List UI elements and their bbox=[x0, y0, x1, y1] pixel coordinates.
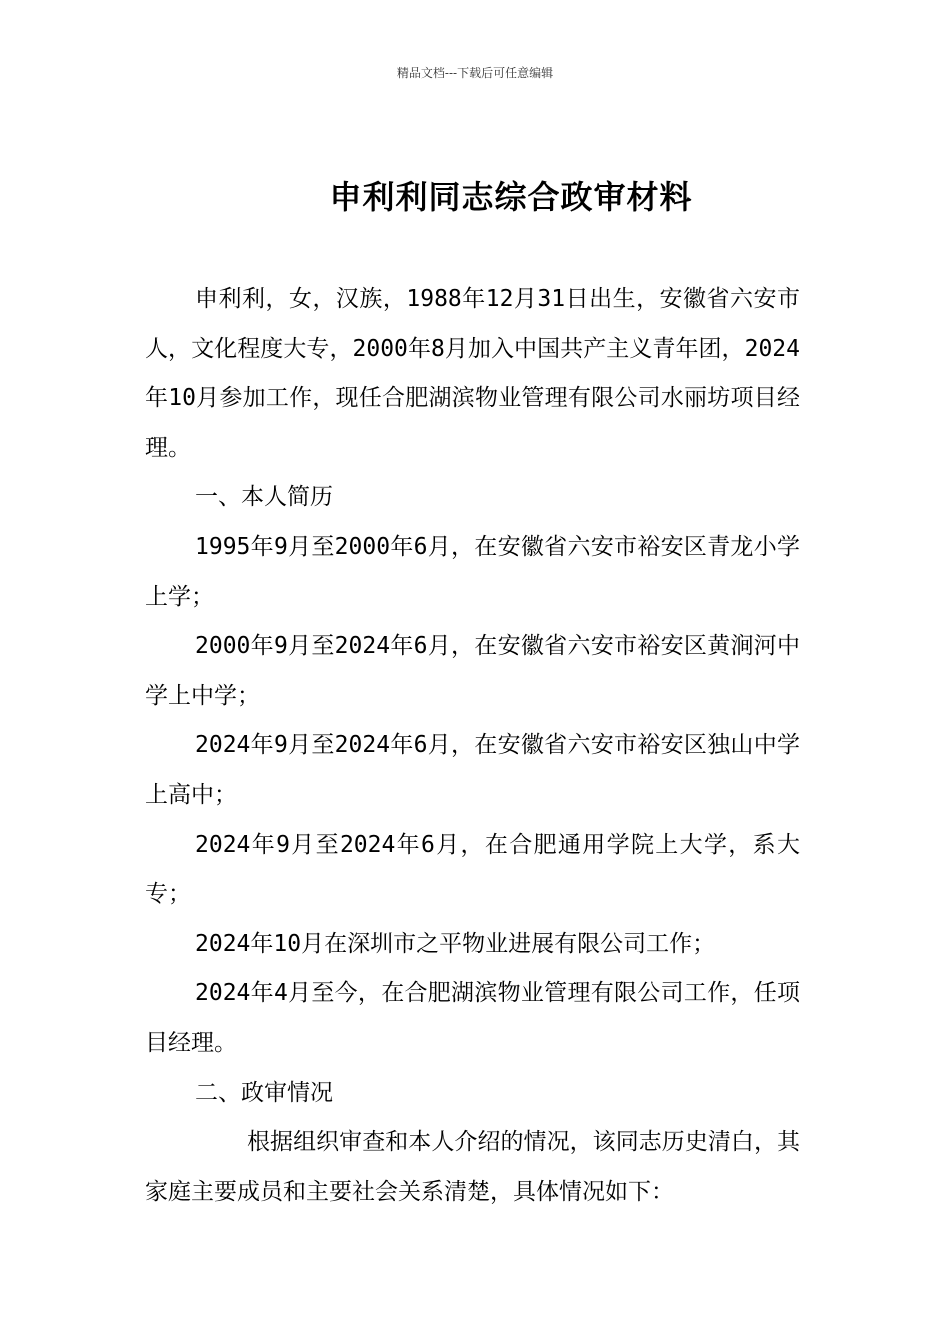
review-paragraph: 根据组织审查和本人介绍的情况，该同志历史清白，其家庭主要成员和主要社会关系清楚，具体情况如下： bbox=[145, 1129, 800, 1205]
document-body bbox=[145, 275, 800, 1217]
resume-entry: 2024年9月至2024年6月，在合肥通用学院上大学，系大专； bbox=[145, 831, 800, 908]
page-header: 精品文档---下载后可任意编辑 bbox=[396, 66, 554, 80]
resume-entry: 2024年9月至2024年6月，在安徽省六安市裕安区独山中学上高中； bbox=[145, 732, 800, 808]
document-title: 申利利同志综合政审材料 bbox=[329, 178, 693, 216]
resume-entry: 2024年4月至今，在合肥湖滨物业管理有限公司工作，任项目经理。 bbox=[145, 980, 800, 1056]
section-heading-resume: 一、本人简历 bbox=[195, 484, 333, 511]
section-heading-review: 二、政审情况 bbox=[195, 1079, 333, 1106]
resume-entry: 1995年9月至2000年6月，在安徽省六安市裕安区青龙小学上学； bbox=[145, 533, 800, 610]
intro-paragraph: 申利利，女，汉族，1988年12月31日出生，安徽省六安市人，文化程度大专，2000年8月加入中国共产主义青年团，2024年10月参加工作，现任合肥湖滨物业管理有限公司水丽坊项目经理。 bbox=[145, 286, 800, 461]
resume-entry: 2000年9月至2024年6月，在安徽省六安市裕安区黄涧河中学上中学； bbox=[145, 633, 800, 709]
resume-entry: 2024年10月在深圳市之平物业进展有限公司工作； bbox=[195, 930, 716, 957]
